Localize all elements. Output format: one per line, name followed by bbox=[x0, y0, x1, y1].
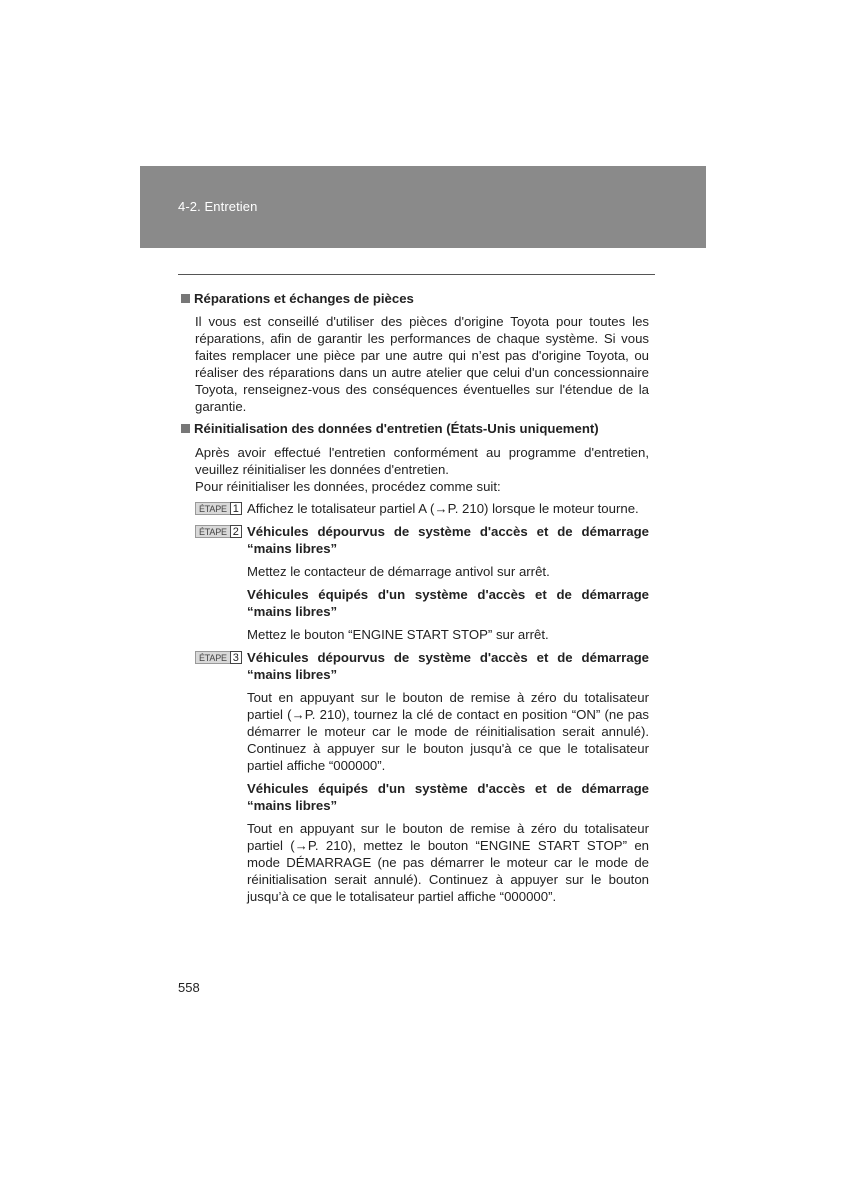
step-2-sub2-text bbox=[247, 626, 649, 643]
chapter-header-band bbox=[140, 166, 706, 248]
text-line: faites remplacer une pièce par une autre qui n’est pas d'origine Toyota, ou bbox=[195, 348, 649, 363]
section-title: 4-2. Entretien bbox=[178, 199, 258, 214]
step-3-sub1-title bbox=[247, 649, 649, 683]
section-heading-repairs bbox=[181, 291, 414, 306]
step-label: ÉTAPE bbox=[195, 502, 230, 515]
step-number: 2 bbox=[230, 525, 242, 538]
text-line: Véhicules équipés d'un système d'accès et de démarrage bbox=[247, 781, 649, 796]
step-number: 1 bbox=[230, 502, 242, 515]
step-3-badge bbox=[195, 651, 242, 664]
text-line: Véhicules équipés d'un système d'accès et de démarrage bbox=[247, 587, 649, 602]
square-bullet-icon bbox=[181, 424, 190, 433]
step-3-sub2-title bbox=[247, 780, 649, 814]
text-line: Mettez le bouton “ENGINE START STOP” sur arrêt. bbox=[247, 627, 549, 642]
step-label: ÉTAPE bbox=[195, 525, 230, 538]
text-line: Il vous est conseillé d'utiliser des pièces d'origine Toyota pour toutes les bbox=[195, 314, 649, 329]
text-line: Après avoir effectué l'entretien conformément au programme d'entretien, bbox=[195, 445, 649, 460]
square-bullet-icon bbox=[181, 294, 190, 303]
text-line: Tout en appuyant sur le bouton de remise à zéro du totalisateur bbox=[247, 690, 649, 705]
step-1-text bbox=[247, 500, 649, 517]
heading-text: Réparations et échanges de pièces bbox=[194, 291, 414, 306]
text-line: réparations, afin de garantir les performances de chaque système. Si vous bbox=[195, 331, 649, 346]
text-line: Toyota, renseignez-vous des conséquences éventuelles sur l'étendue de la bbox=[195, 382, 649, 397]
text-line: partiel (→P. 210), mettez le bouton “ENGINE START STOP” en bbox=[247, 838, 649, 853]
text-line: Pour réinitialiser les données, procédez comme suit: bbox=[195, 479, 501, 494]
text-line: Véhicules dépourvus de système d'accès et de démarrage bbox=[247, 524, 649, 539]
step-2-sub2-title bbox=[247, 586, 649, 620]
text-line: “mains libres” bbox=[247, 667, 338, 682]
text-line: veuillez réinitialiser les données d'entretien. bbox=[195, 462, 449, 477]
text-line: mode DÉMARRAGE (ne pas démarrer le moteur car le mode de bbox=[247, 855, 649, 870]
page-number: 558 bbox=[178, 980, 200, 995]
step-2-sub1-title bbox=[247, 523, 649, 557]
reset-paragraph bbox=[195, 444, 649, 495]
text-line: Mettez le contacteur de démarrage antivol sur arrêt. bbox=[247, 564, 550, 579]
text-line: partiel affiche “000000”. bbox=[247, 758, 386, 773]
header-rule bbox=[178, 274, 655, 275]
text-line: Continuez à appuyer sur le bouton jusqu'à ce que le totalisateur bbox=[247, 741, 649, 756]
section-heading-reset bbox=[181, 421, 599, 436]
text-line: Véhicules dépourvus de système d'accès et de démarrage bbox=[247, 650, 649, 665]
step-label: ÉTAPE bbox=[195, 651, 230, 664]
step-3-sub1-text bbox=[247, 689, 649, 774]
text-line: démarrer le moteur car le mode de réinitialisation serait annulé). bbox=[247, 724, 649, 739]
text-line: garantie. bbox=[195, 399, 247, 414]
step-2-sub1-text bbox=[247, 563, 649, 580]
text-line: “mains libres” bbox=[247, 604, 338, 619]
step-1-badge bbox=[195, 502, 242, 515]
text-line: Tout en appuyant sur le bouton de remise à zéro du totalisateur bbox=[247, 821, 649, 836]
heading-text: Réinitialisation des données d'entretien (États-Unis uniquement) bbox=[194, 421, 599, 436]
text-line: “mains libres” bbox=[247, 798, 338, 813]
text-line: réaliser des réparations dans un autre atelier que celui d'un concessionnaire bbox=[195, 365, 649, 380]
text-line: jusqu’à ce que le totalisateur partiel affiche “000000”. bbox=[247, 889, 557, 904]
text-line: Affichez le totalisateur partiel A (→P. 210) lorsque le moteur tourne. bbox=[247, 501, 639, 516]
step-2-badge bbox=[195, 525, 242, 538]
repairs-paragraph bbox=[195, 313, 649, 415]
step-number: 3 bbox=[230, 651, 242, 664]
step-3-sub2-text bbox=[247, 820, 649, 905]
text-line: “mains libres” bbox=[247, 541, 338, 556]
text-line: réinitialisation serait annulé). Continuez à appuyer sur le bouton bbox=[247, 872, 649, 887]
text-line: partiel (→P. 210), tournez la clé de contact en position “ON” (ne pas bbox=[247, 707, 649, 722]
